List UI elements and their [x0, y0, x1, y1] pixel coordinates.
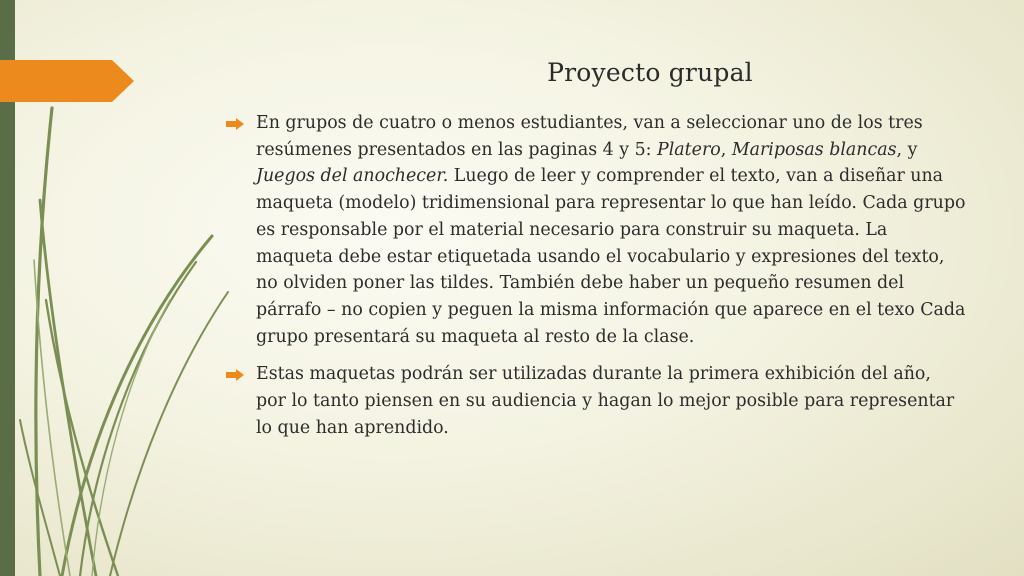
orange-tab-decoration: [0, 60, 134, 102]
slide-title: Proyecto grupal: [547, 58, 753, 87]
text-segment: En grupos de cuatro o menos estudiantes, van a seleccionar uno de los tres resúmenes presentados en las paginas 4 y 5:: [256, 113, 923, 160]
text-segment: Estas maquetas podrán ser utilizadas durante la primera exhibición del año, por lo tanto piensen en su audiencia y hagan lo mejor posible para representar lo que han aprendido.: [256, 364, 955, 438]
text-segment: ,: [720, 139, 732, 160]
arrow-right-icon: [226, 118, 244, 130]
arrow-right-icon: [226, 369, 244, 381]
bullet-text: [256, 364, 954, 437]
book-title-mariposas-blancas: Mariposas blancas: [731, 139, 897, 160]
bullet-text: [256, 113, 965, 347]
book-title-platero: Platero: [657, 139, 721, 160]
bullet-item-assignment: [226, 110, 966, 350]
book-title-juegos-del-anochecer: Juegos del anochecer.: [256, 166, 449, 187]
text-segment: Luego de leer y comprender el texto, van a diseñar una maqueta (modelo) tridimensional para representar lo que han leído. Cada grupo es responsable por el material necesario para construir su maqueta. La maqueta debe estar etiquetada usando el vocabulario y expresiones del texto, no olviden poner las tildes. También debe haber un pequeño resumen del párrafo – no copien y peguen la misma información que aparece en el texo Cada grupo presentará su maqueta al resto de la clase.: [256, 166, 966, 347]
bullet-list: [226, 110, 966, 452]
text-segment: , y: [896, 139, 918, 160]
bullet-item-exhibition: [226, 361, 966, 441]
